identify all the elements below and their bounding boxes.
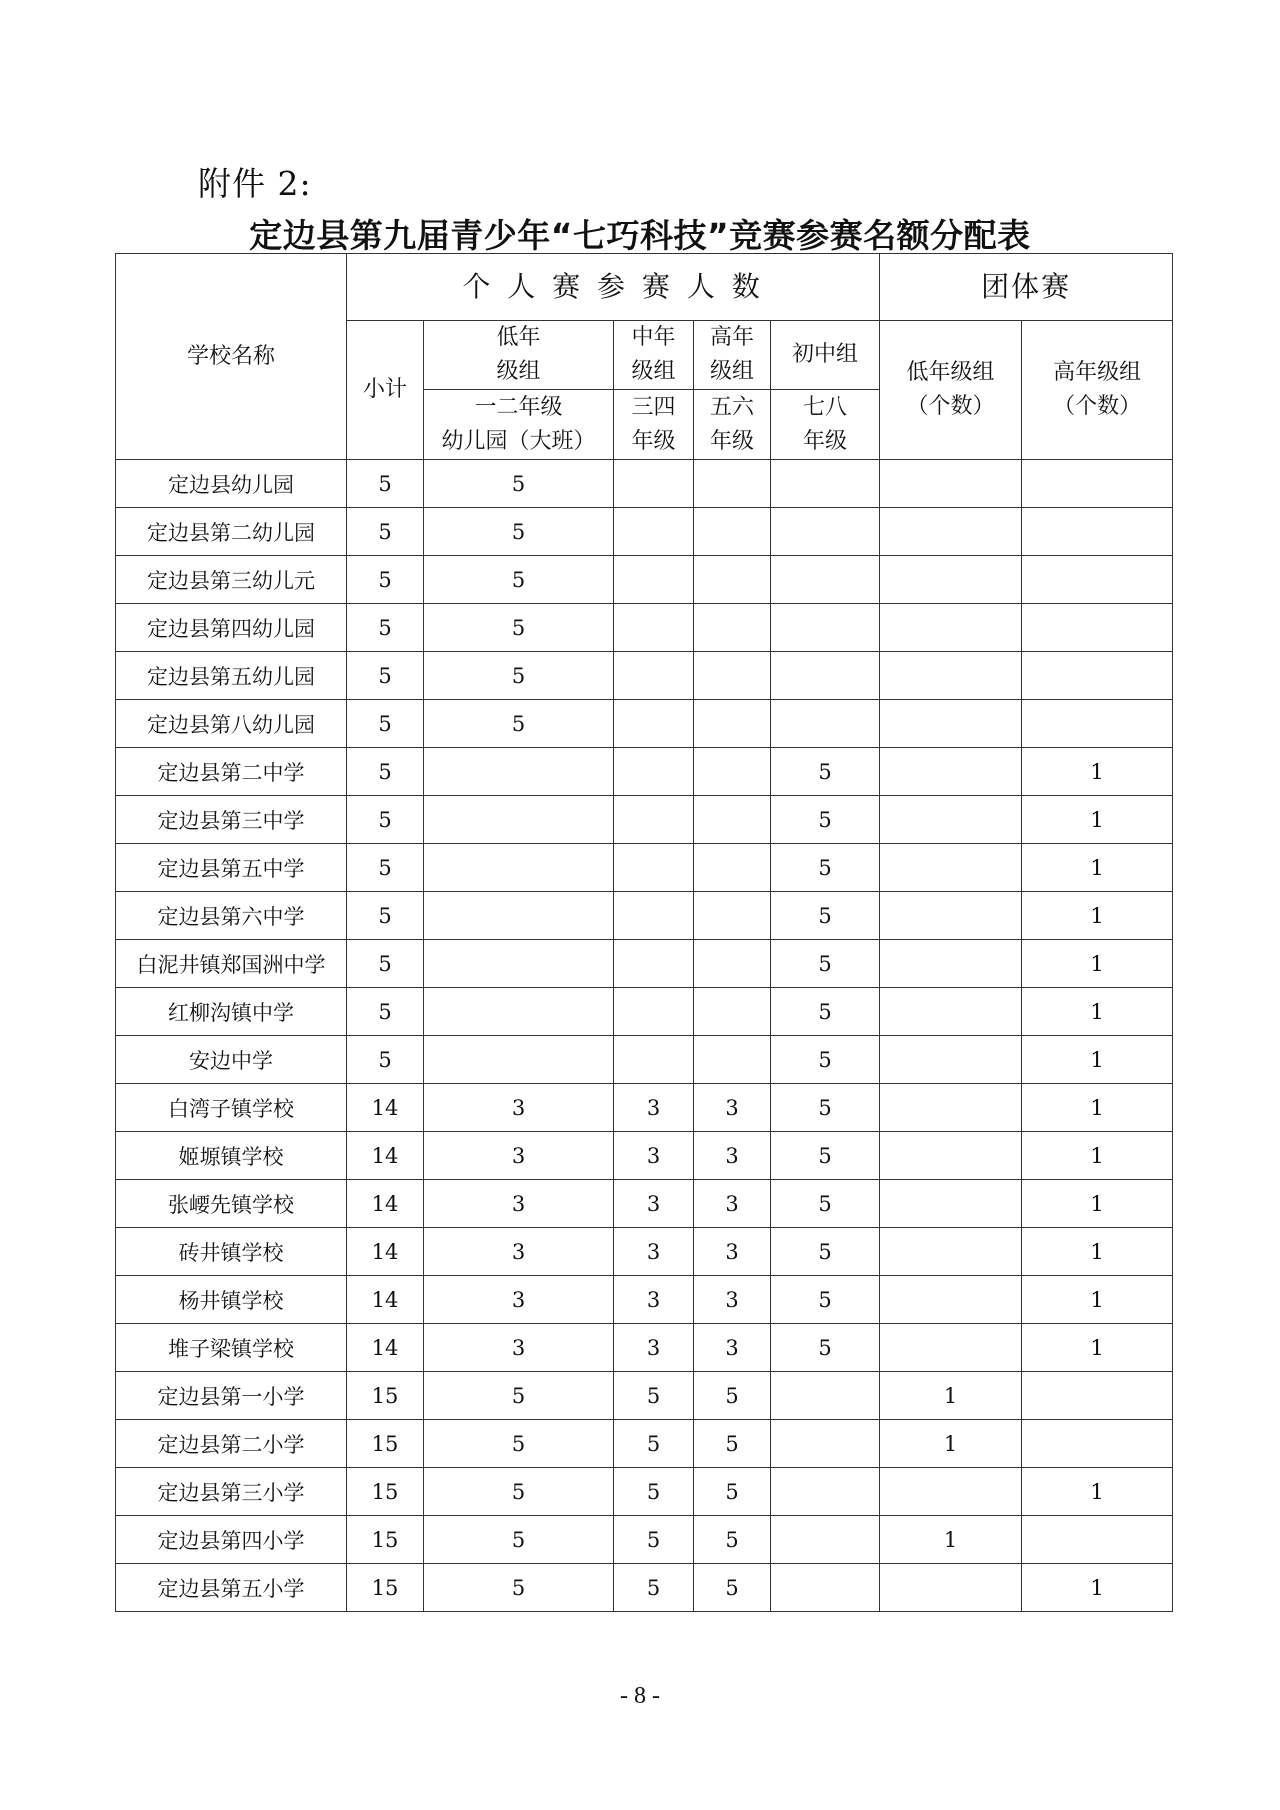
cell-mid: 3 xyxy=(614,1180,694,1228)
table-row xyxy=(116,604,1173,652)
cell-high: 5 xyxy=(694,1372,771,1420)
table-row xyxy=(116,1036,1173,1084)
cell-high xyxy=(694,556,771,604)
cell-subtotal: 14 xyxy=(347,1276,424,1324)
cell-junior xyxy=(771,508,880,556)
cell-team-high: 1 xyxy=(1022,940,1173,988)
table-row xyxy=(116,940,1173,988)
cell-team-high: 1 xyxy=(1022,1084,1173,1132)
cell-mid xyxy=(614,508,694,556)
cell-team-high xyxy=(1022,508,1173,556)
cell-school: 定边县第二幼儿园 xyxy=(116,508,347,556)
cell-school: 定边县第二中学 xyxy=(116,748,347,796)
header-low-grades: 一二年级 幼儿园（大班） xyxy=(424,390,614,460)
cell-high: 3 xyxy=(694,1180,771,1228)
page-number: - 8 - xyxy=(620,1683,660,1709)
cell-subtotal: 5 xyxy=(347,940,424,988)
cell-mid: 5 xyxy=(614,1564,694,1612)
cell-low: 5 xyxy=(424,1468,614,1516)
cell-school: 定边县第三幼儿元 xyxy=(116,556,347,604)
table-row xyxy=(116,460,1173,508)
cell-low: 3 xyxy=(424,1180,614,1228)
cell-team-low xyxy=(880,796,1022,844)
cell-team-low xyxy=(880,508,1022,556)
cell-low xyxy=(424,892,614,940)
cell-junior xyxy=(771,1516,880,1564)
cell-team-low xyxy=(880,652,1022,700)
cell-school: 定边县第三小学 xyxy=(116,1468,347,1516)
cell-mid xyxy=(614,652,694,700)
cell-mid xyxy=(614,748,694,796)
table-row xyxy=(116,844,1173,892)
table-row xyxy=(116,1516,1173,1564)
cell-team-low: 1 xyxy=(880,1372,1022,1420)
cell-team-high xyxy=(1022,1516,1173,1564)
cell-low: 3 xyxy=(424,1132,614,1180)
cell-team-low xyxy=(880,748,1022,796)
cell-high xyxy=(694,748,771,796)
cell-school: 定边县第四幼儿园 xyxy=(116,604,347,652)
cell-high xyxy=(694,460,771,508)
cell-high xyxy=(694,508,771,556)
cell-low xyxy=(424,748,614,796)
cell-mid: 5 xyxy=(614,1420,694,1468)
table-row xyxy=(116,1084,1173,1132)
cell-subtotal: 5 xyxy=(347,556,424,604)
cell-team-high xyxy=(1022,460,1173,508)
cell-team-high xyxy=(1022,1420,1173,1468)
cell-low: 3 xyxy=(424,1324,614,1372)
cell-low: 5 xyxy=(424,556,614,604)
cell-mid xyxy=(614,556,694,604)
cell-school: 定边县第三中学 xyxy=(116,796,347,844)
cell-high: 3 xyxy=(694,1228,771,1276)
cell-low xyxy=(424,844,614,892)
table-row xyxy=(116,1420,1173,1468)
cell-low xyxy=(424,940,614,988)
cell-mid: 3 xyxy=(614,1324,694,1372)
cell-school: 白泥井镇郑国洲中学 xyxy=(116,940,347,988)
cell-school: 张崾先镇学校 xyxy=(116,1180,347,1228)
cell-high: 5 xyxy=(694,1420,771,1468)
table-row xyxy=(116,796,1173,844)
cell-team-low: 1 xyxy=(880,1420,1022,1468)
cell-subtotal: 14 xyxy=(347,1228,424,1276)
cell-subtotal: 15 xyxy=(347,1564,424,1612)
cell-team-low xyxy=(880,1228,1022,1276)
cell-junior: 5 xyxy=(771,748,880,796)
header-low-group: 低年 级组 xyxy=(424,321,614,390)
cell-low xyxy=(424,988,614,1036)
cell-high: 3 xyxy=(694,1276,771,1324)
header-mid-grades: 三四 年级 xyxy=(614,390,694,460)
cell-team-low xyxy=(880,1132,1022,1180)
cell-low: 5 xyxy=(424,700,614,748)
table-row xyxy=(116,1564,1173,1612)
cell-low: 5 xyxy=(424,652,614,700)
cell-school: 定边县第六中学 xyxy=(116,892,347,940)
cell-team-high xyxy=(1022,604,1173,652)
cell-junior xyxy=(771,1372,880,1420)
cell-low: 5 xyxy=(424,1516,614,1564)
cell-school: 姬塬镇学校 xyxy=(116,1132,347,1180)
cell-mid: 3 xyxy=(614,1132,694,1180)
cell-junior: 5 xyxy=(771,1276,880,1324)
cell-subtotal: 15 xyxy=(347,1516,424,1564)
cell-mid: 3 xyxy=(614,1228,694,1276)
cell-low: 3 xyxy=(424,1084,614,1132)
cell-high: 3 xyxy=(694,1132,771,1180)
cell-junior: 5 xyxy=(771,1228,880,1276)
cell-low: 5 xyxy=(424,1372,614,1420)
cell-team-high: 1 xyxy=(1022,1132,1173,1180)
cell-school: 定边县幼儿园 xyxy=(116,460,347,508)
cell-high: 3 xyxy=(694,1084,771,1132)
cell-junior: 5 xyxy=(771,1180,880,1228)
cell-team-high: 1 xyxy=(1022,844,1173,892)
header-team-low: 低年级组 （个数） xyxy=(880,321,1022,460)
cell-mid xyxy=(614,940,694,988)
cell-low: 3 xyxy=(424,1276,614,1324)
attachment-label: 附件 2: xyxy=(198,164,312,203)
cell-subtotal: 5 xyxy=(347,796,424,844)
table-row xyxy=(116,892,1173,940)
cell-subtotal: 14 xyxy=(347,1084,424,1132)
quota-table xyxy=(115,253,1173,1612)
cell-subtotal: 5 xyxy=(347,652,424,700)
cell-team-low xyxy=(880,892,1022,940)
cell-high xyxy=(694,652,771,700)
cell-junior xyxy=(771,1468,880,1516)
cell-school: 杨井镇学校 xyxy=(116,1276,347,1324)
cell-team-low xyxy=(880,1564,1022,1612)
cell-high xyxy=(694,604,771,652)
cell-mid xyxy=(614,796,694,844)
cell-team-low xyxy=(880,1180,1022,1228)
cell-subtotal: 5 xyxy=(347,748,424,796)
cell-subtotal: 15 xyxy=(347,1420,424,1468)
cell-mid: 3 xyxy=(614,1276,694,1324)
table-row xyxy=(116,1372,1173,1420)
cell-team-low xyxy=(880,1468,1022,1516)
cell-team-low: 1 xyxy=(880,1516,1022,1564)
table-row xyxy=(116,988,1173,1036)
cell-team-low xyxy=(880,1276,1022,1324)
cell-team-high: 1 xyxy=(1022,1276,1173,1324)
cell-school: 安边中学 xyxy=(116,1036,347,1084)
cell-team-low xyxy=(880,460,1022,508)
cell-subtotal: 5 xyxy=(347,1036,424,1084)
cell-low xyxy=(424,796,614,844)
cell-school: 堆子梁镇学校 xyxy=(116,1324,347,1372)
cell-high xyxy=(694,1036,771,1084)
cell-low: 5 xyxy=(424,1564,614,1612)
header-junior-grades: 七八 年级 xyxy=(771,390,880,460)
cell-team-high: 1 xyxy=(1022,796,1173,844)
cell-low: 5 xyxy=(424,604,614,652)
cell-team-low xyxy=(880,1084,1022,1132)
cell-high xyxy=(694,940,771,988)
document-title: 定边县第九届青少年“七巧科技”竞赛参赛名额分配表 xyxy=(249,216,1031,255)
cell-mid: 5 xyxy=(614,1372,694,1420)
table-row xyxy=(116,748,1173,796)
cell-high: 3 xyxy=(694,1324,771,1372)
cell-subtotal: 5 xyxy=(347,988,424,1036)
header-team-high: 高年级组 （个数） xyxy=(1022,321,1173,460)
cell-high: 5 xyxy=(694,1516,771,1564)
cell-mid: 5 xyxy=(614,1516,694,1564)
table-row xyxy=(116,1132,1173,1180)
cell-junior: 5 xyxy=(771,796,880,844)
cell-junior: 5 xyxy=(771,844,880,892)
cell-team-high: 1 xyxy=(1022,748,1173,796)
header-individual: 个 人 赛 参 赛 人 数 xyxy=(347,254,880,321)
cell-junior: 5 xyxy=(771,1084,880,1132)
table-row xyxy=(116,652,1173,700)
cell-subtotal: 14 xyxy=(347,1132,424,1180)
cell-junior: 5 xyxy=(771,1132,880,1180)
cell-low: 5 xyxy=(424,1420,614,1468)
cell-school: 定边县第一小学 xyxy=(116,1372,347,1420)
cell-team-low xyxy=(880,940,1022,988)
cell-low: 3 xyxy=(424,1228,614,1276)
cell-team-high: 1 xyxy=(1022,1324,1173,1372)
cell-team-high xyxy=(1022,1372,1173,1420)
header-team: 团体赛 xyxy=(880,254,1173,321)
cell-low xyxy=(424,1036,614,1084)
cell-high: 5 xyxy=(694,1564,771,1612)
cell-mid: 5 xyxy=(614,1468,694,1516)
cell-high: 5 xyxy=(694,1468,771,1516)
cell-team-low xyxy=(880,988,1022,1036)
cell-team-low xyxy=(880,556,1022,604)
cell-team-high: 1 xyxy=(1022,1468,1173,1516)
cell-team-high: 1 xyxy=(1022,988,1173,1036)
cell-junior: 5 xyxy=(771,940,880,988)
cell-high xyxy=(694,700,771,748)
cell-junior: 5 xyxy=(771,892,880,940)
cell-team-high: 1 xyxy=(1022,1180,1173,1228)
header-high-grades: 五六 年级 xyxy=(694,390,771,460)
cell-subtotal: 14 xyxy=(347,1180,424,1228)
header-school-name: 学校名称 xyxy=(116,254,347,460)
cell-subtotal: 14 xyxy=(347,1324,424,1372)
cell-team-low xyxy=(880,604,1022,652)
header-high-group: 高年 级组 xyxy=(694,321,771,390)
cell-junior: 5 xyxy=(771,1036,880,1084)
cell-mid xyxy=(614,700,694,748)
cell-junior xyxy=(771,604,880,652)
cell-school: 白湾子镇学校 xyxy=(116,1084,347,1132)
cell-team-high: 1 xyxy=(1022,1564,1173,1612)
cell-subtotal: 15 xyxy=(347,1372,424,1420)
cell-junior xyxy=(771,556,880,604)
cell-junior xyxy=(771,700,880,748)
cell-high xyxy=(694,892,771,940)
cell-high xyxy=(694,844,771,892)
cell-junior xyxy=(771,460,880,508)
cell-team-high xyxy=(1022,700,1173,748)
cell-team-low xyxy=(880,700,1022,748)
cell-team-high xyxy=(1022,556,1173,604)
cell-subtotal: 5 xyxy=(347,460,424,508)
cell-mid xyxy=(614,844,694,892)
cell-junior: 5 xyxy=(771,988,880,1036)
cell-mid xyxy=(614,460,694,508)
cell-subtotal: 5 xyxy=(347,700,424,748)
table-row xyxy=(116,1228,1173,1276)
cell-subtotal: 5 xyxy=(347,508,424,556)
cell-mid xyxy=(614,604,694,652)
cell-junior xyxy=(771,1564,880,1612)
cell-high xyxy=(694,796,771,844)
cell-subtotal: 5 xyxy=(347,844,424,892)
cell-low: 5 xyxy=(424,508,614,556)
table-row xyxy=(116,700,1173,748)
cell-school: 定边县第二小学 xyxy=(116,1420,347,1468)
cell-subtotal: 5 xyxy=(347,892,424,940)
cell-school: 定边县第八幼儿园 xyxy=(116,700,347,748)
cell-school: 定边县第四小学 xyxy=(116,1516,347,1564)
cell-school: 定边县第五小学 xyxy=(116,1564,347,1612)
cell-team-high: 1 xyxy=(1022,1036,1173,1084)
cell-low: 5 xyxy=(424,460,614,508)
cell-mid xyxy=(614,1036,694,1084)
cell-team-low xyxy=(880,1324,1022,1372)
cell-subtotal: 15 xyxy=(347,1468,424,1516)
cell-team-high: 1 xyxy=(1022,892,1173,940)
cell-team-high xyxy=(1022,652,1173,700)
cell-team-high: 1 xyxy=(1022,1228,1173,1276)
cell-junior xyxy=(771,652,880,700)
cell-school: 定边县第五中学 xyxy=(116,844,347,892)
cell-team-low xyxy=(880,844,1022,892)
header-subtotal: 小计 xyxy=(347,321,424,460)
cell-mid xyxy=(614,892,694,940)
table-row xyxy=(116,1468,1173,1516)
table-row xyxy=(116,1276,1173,1324)
table-row xyxy=(116,1180,1173,1228)
cell-school: 砖井镇学校 xyxy=(116,1228,347,1276)
cell-subtotal: 5 xyxy=(347,604,424,652)
cell-team-low xyxy=(880,1036,1022,1084)
cell-school: 红柳沟镇中学 xyxy=(116,988,347,1036)
table-row xyxy=(116,556,1173,604)
cell-junior xyxy=(771,1420,880,1468)
header-mid-group: 中年 级组 xyxy=(614,321,694,390)
cell-school: 定边县第五幼儿园 xyxy=(116,652,347,700)
table-row xyxy=(116,508,1173,556)
header-junior-group: 初中组 xyxy=(771,321,880,390)
table-row xyxy=(116,1324,1173,1372)
cell-high xyxy=(694,988,771,1036)
cell-junior: 5 xyxy=(771,1324,880,1372)
cell-mid xyxy=(614,988,694,1036)
cell-mid: 3 xyxy=(614,1084,694,1132)
